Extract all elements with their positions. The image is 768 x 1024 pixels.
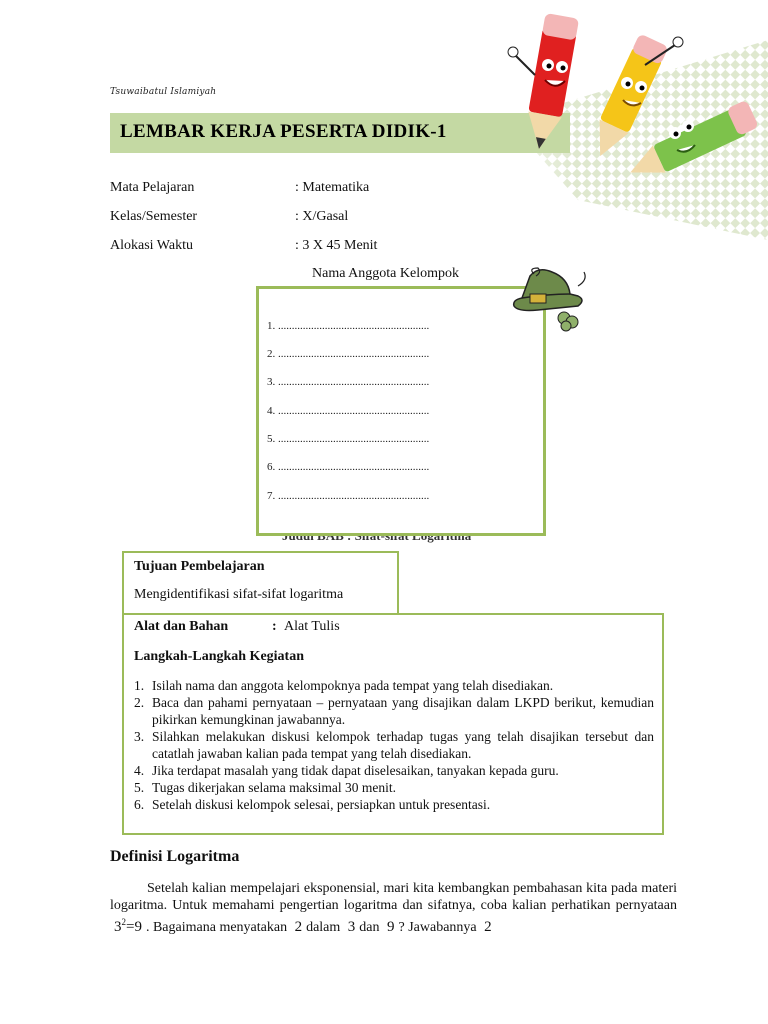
- author-name: Tsuwaibatul Islamiyah: [110, 87, 217, 97]
- step-number: 3.: [134, 729, 145, 744]
- step-number: 5.: [134, 780, 145, 795]
- step-number: 4.: [134, 763, 145, 778]
- step-text: Jika terdapat masalah yang tidak dapat diselesaikan, tanyakan kepada guru.: [152, 763, 559, 778]
- step-text: Setelah diskusi kelompok selesai, persiapkan untuk presentasi.: [152, 797, 491, 812]
- step-number: 1.: [134, 678, 145, 693]
- para-text: dalam: [306, 920, 341, 935]
- tujuan-text: Mengidentifikasi sifat-sifat logaritma: [134, 587, 344, 602]
- para-text: Setelah kalian mempelajari eksponensial, mari kita kembangkan pembahasan kita pada materi logaritma. Untuk memahami pengertian logaritma dan sifatnya, coba kalian perhatikan pernyataan: [110, 881, 677, 913]
- list-item: [134, 796, 654, 813]
- pencil-characters: [505, 5, 768, 190]
- alat-value: Alat Tulis: [284, 619, 340, 634]
- step-number: 2.: [134, 695, 145, 710]
- definition-paragraph: [110, 880, 677, 936]
- tujuan-box: [122, 551, 399, 615]
- langkah-title: Langkah-Langkah Kegiatan: [134, 649, 304, 664]
- activity-box: [122, 613, 664, 835]
- info-value: : 3 X 45 Menit: [295, 238, 378, 253]
- member-line[interactable]: 6. .......................................................: [267, 461, 430, 473]
- member-line[interactable]: 1. .......................................................: [267, 320, 430, 332]
- math-number: 9: [387, 919, 395, 935]
- list-item: [134, 779, 654, 796]
- step-text: Baca dan pahami pernyataan – pernyataan yang disajikan dalam LKPD berikut, kemudian pikirkan kemungkinan jawabannya.: [152, 695, 654, 727]
- member-line[interactable]: 2. .......................................................: [267, 348, 430, 360]
- info-label: Kelas/Semester: [110, 209, 198, 224]
- alat-colon: :: [272, 619, 277, 634]
- red-pencil-icon: [508, 13, 579, 152]
- list-item: [134, 677, 654, 694]
- info-label: Alokasi Waktu: [110, 238, 193, 253]
- info-value: : Matematika: [295, 180, 370, 195]
- witch-hat-icon: [508, 266, 592, 336]
- page-title: LEMBAR KERJA PESERTA DIDIK-1: [120, 121, 447, 142]
- math-number: 2: [294, 919, 303, 935]
- section-title: Definisi Logaritma: [110, 848, 240, 865]
- step-text: Tugas dikerjakan selama maksimal 30 menit.: [152, 780, 396, 795]
- members-box: [256, 286, 546, 536]
- member-line[interactable]: 4. .......................................................: [267, 405, 430, 417]
- para-text: . Bagaimana menyatakan: [145, 920, 288, 935]
- steps-list: [134, 677, 654, 813]
- alat-label: Alat dan Bahan: [134, 619, 229, 634]
- math-number: 2: [484, 919, 492, 935]
- group-title: Nama Anggota Kelompok: [312, 266, 459, 281]
- step-number: 6.: [134, 797, 145, 812]
- member-line[interactable]: 5. .......................................................: [267, 433, 430, 445]
- list-item: [134, 728, 654, 762]
- info-label: Mata Pelajaran: [110, 180, 195, 195]
- member-line[interactable]: 3. .......................................................: [267, 376, 430, 388]
- math-expression: $3^2=9$: [114, 917, 142, 935]
- member-line[interactable]: 7. .......................................................: [267, 490, 430, 502]
- list-item: [134, 762, 654, 779]
- math-number: 3: [347, 919, 356, 935]
- para-text: dan: [359, 920, 380, 935]
- tujuan-title: Tujuan Pembelajaran: [134, 559, 265, 574]
- para-text: ? Jawabannya: [398, 920, 477, 935]
- list-item: [134, 694, 654, 728]
- step-text: Silahkan melakukan diskusi kelompok terhadap tugas yang telah disajikan tersebut dan catatlah jawaban kalian pada tempat yang telah disediakan.: [152, 729, 654, 761]
- info-value: : X/Gasal: [295, 209, 349, 224]
- step-text: Isilah nama dan anggota kelompoknya pada tempat yang telah disediakan.: [152, 678, 554, 693]
- green-pencil-icon: [624, 100, 759, 186]
